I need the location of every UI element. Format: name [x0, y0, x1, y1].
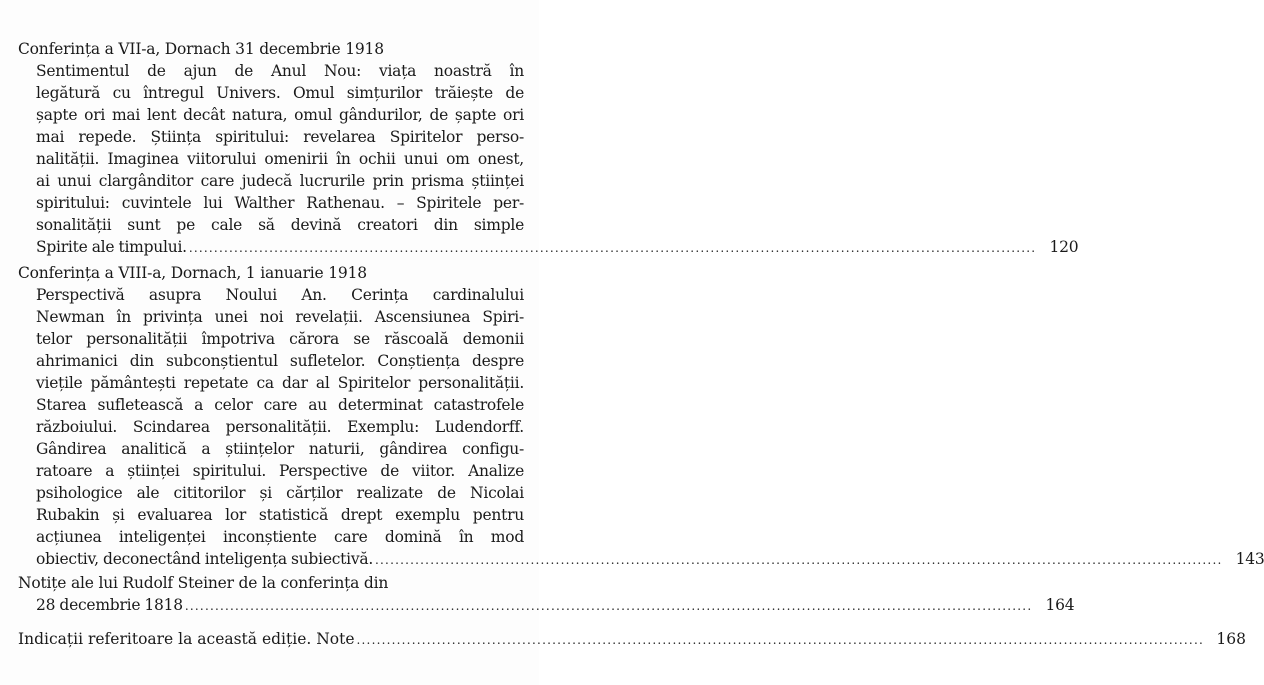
toc-entry-title: Conferința a VIII-a, Dornach, 1 ianuarie 1918 — [18, 264, 367, 282]
toc-entry-conference-8 — [18, 262, 1264, 571]
summary-line: ai unui clargânditor care judecă lucrurile prin prisma științei — [36, 172, 524, 190]
toc-entry-conference-7 — [18, 38, 1079, 259]
toc-entry-summary — [36, 60, 1079, 259]
summary-line: nalității. Imaginea viitorului omenirii în ochii unui om onest, — [36, 150, 524, 168]
summary-line: Starea sufletească a celor care au determinat catastrofele — [36, 396, 524, 414]
summary-line: acțiunea inteligenței inconștiente care domină în mod — [36, 528, 524, 546]
summary-line: Sentimentul de ajun de Anul Nou: viața noastră în — [36, 62, 524, 80]
dot-leader — [189, 237, 1036, 259]
toc-leader-line — [18, 628, 1246, 651]
summary-line: legătură cu întregul Univers. Omul simțurilor trăiește de — [36, 84, 524, 102]
summary-line: sonalității sunt pe cale să devină creatori din simple — [36, 216, 524, 234]
toc-entry-edition-notes — [18, 628, 1246, 651]
summary-line: Gândirea analitică a științelor naturii, gândirea configu- — [36, 440, 524, 458]
summary-last-line: obiectiv, deconectând inteligența subiectivă. — [36, 550, 374, 568]
toc-leader-line — [36, 236, 1079, 259]
summary-line: ratoare a științei spiritului. Perspective de viitor. Analize — [36, 462, 524, 480]
toc-leader-line — [36, 594, 1075, 617]
summary-line: Newman în privința unei noi revelații. Ascensiunea Spiri- — [36, 308, 524, 326]
summary-line: Perspectivă asupra Noului An. Cerința cardinalului — [36, 286, 524, 304]
summary-line: psihologice ale cititorilor și cărților realizate de Nicolai — [36, 484, 524, 502]
summary-line: telor personalității împotriva cărora se răscoală demonii — [36, 330, 524, 348]
page-number: 164 — [1045, 596, 1075, 614]
dot-leader — [185, 595, 1032, 617]
toc-entry-summary — [36, 284, 1264, 571]
summary-line: Rubakin și evaluarea lor statistică drept exemplu pentru — [36, 506, 524, 524]
toc-entry-summary — [36, 594, 1075, 617]
dot-leader — [375, 549, 1222, 571]
summary-last-line: 28 decembrie 1818 — [36, 596, 183, 614]
summary-line: războiului. Scindarea personalității. Exemplu: Ludendorff. — [36, 418, 524, 436]
toc-entry-notes-rudolf-steiner — [18, 572, 1075, 617]
page-number: 143 — [1235, 550, 1264, 568]
summary-line: mai repede. Știința spiritului: revelarea Spiritelor perso- — [36, 128, 524, 146]
page-number: 120 — [1049, 238, 1079, 256]
summary-line: ahrimanici din subconștientul sufletelor. Conștiența despre — [36, 352, 524, 370]
toc-entry-title: Notițe ale lui Rudolf Steiner de la conferința din — [18, 574, 389, 592]
dot-leader — [357, 629, 1204, 651]
summary-line: spiritului: cuvintele lui Walther Rathenau. – Spiritele per- — [36, 194, 524, 212]
page-number: 168 — [1216, 630, 1246, 648]
toc-leader-line — [36, 548, 1264, 571]
summary-line: viețile pământești repetate ca dar al Spiritelor personalității. — [36, 374, 524, 392]
summary-line: șapte ori mai lent decât natura, omul gândurilor, de șapte ori — [36, 106, 524, 124]
summary-last-line: Spirite ale timpului. — [36, 238, 187, 256]
entry-text: Indicații referitoare la această ediție. Note — [18, 630, 355, 648]
toc-entry-title: Conferința a VII-a, Dornach 31 decembrie 1918 — [18, 40, 384, 58]
